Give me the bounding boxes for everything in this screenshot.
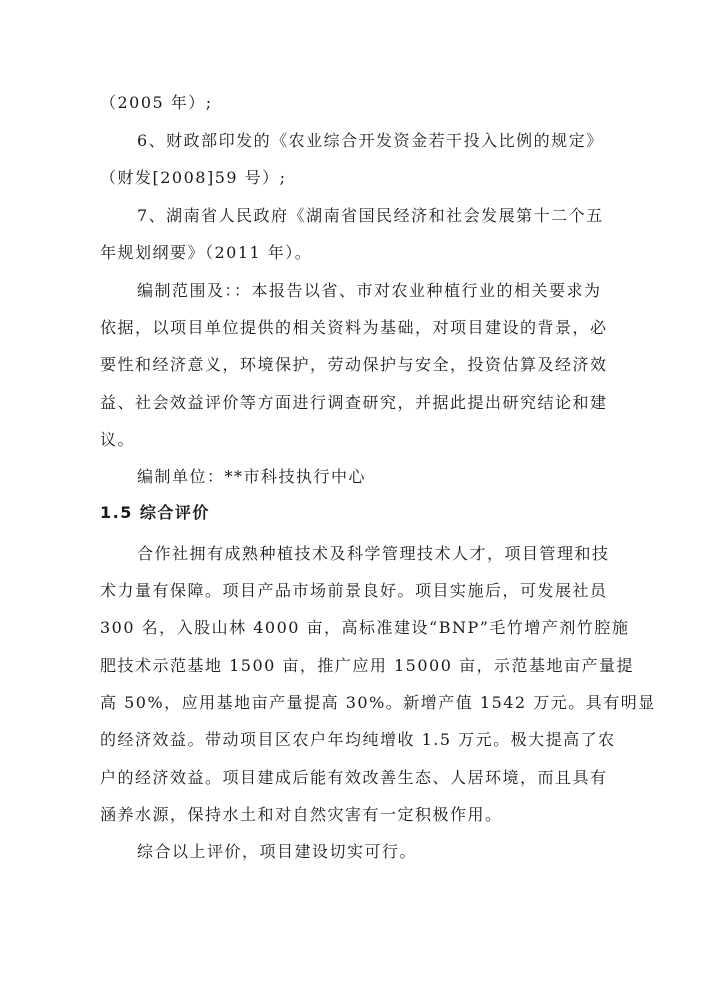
reference-7-line-1: 7、湖南省人民政府《湖南省国民经济和社会发展第十二个五 bbox=[137, 206, 604, 225]
reference-6-line-1: 6、财政部印发的《农业综合开发资金若干投入比例的规定》 bbox=[137, 131, 604, 150]
scope-paragraph-line: 依据，以项目单位提供的相关资料为基础，对项目建设的背景，必 bbox=[100, 318, 608, 337]
evaluation-paragraph-line: 高 50%，应用基地亩产量提高 30%。新增产值 1542 万元。具有明显 bbox=[100, 693, 656, 712]
reference-6-line-2: （财发[2008]59 号）; bbox=[100, 168, 287, 187]
scope-paragraph-line: 议。 bbox=[100, 430, 136, 449]
scope-paragraph-line: 要性和经济意义，环境保护，劳动保护与安全，投资估算及经济效 bbox=[100, 355, 608, 374]
compiling-unit-line: 编制单位：**市科技执行中心 bbox=[137, 467, 367, 486]
evaluation-paragraph-line: 300 名，入股山林 4000 亩，高标准建设“BNP”毛竹增产剂竹腔施 bbox=[100, 618, 630, 637]
evaluation-paragraph-line: 户的经济效益。项目建成后能有效改善生态、人居环境，而且具有 bbox=[100, 768, 608, 787]
evaluation-paragraph-line: 术力量有保障。项目产品市场前景良好。项目实施后，可发展社员 bbox=[100, 581, 608, 600]
reference-7-line-2: 年规划纲要》（2011 年）。 bbox=[100, 243, 313, 262]
scope-paragraph-line: 益、社会效益评价等方面进行调查研究，并据此提出研究结论和建 bbox=[100, 393, 608, 412]
scope-paragraph-line: 编制范围及：：本报告以省、市对农业种植行业的相关要求为 bbox=[137, 281, 602, 300]
reference-5-continuation: （2005 年）; bbox=[100, 93, 213, 112]
evaluation-paragraph-line: 合作社拥有成熟种植技术及科学管理技术人才，项目管理和技 bbox=[137, 544, 610, 563]
evaluation-paragraph-line: 的经济效益。带动项目区农户年均纯增收 1.5 万元。极大提高了农 bbox=[100, 730, 616, 749]
section-heading: 1.5 综合评价 bbox=[100, 503, 210, 522]
conclusion-line: 综合以上评价，项目建设切实可行。 bbox=[137, 842, 418, 861]
evaluation-paragraph-line: 肥技术示范基地 1500 亩，推广应用 15000 亩，示范基地亩产量提 bbox=[100, 656, 634, 675]
evaluation-paragraph-line: 涵养水源，保持水土和对自然灾害有一定积极作用。 bbox=[100, 805, 503, 824]
